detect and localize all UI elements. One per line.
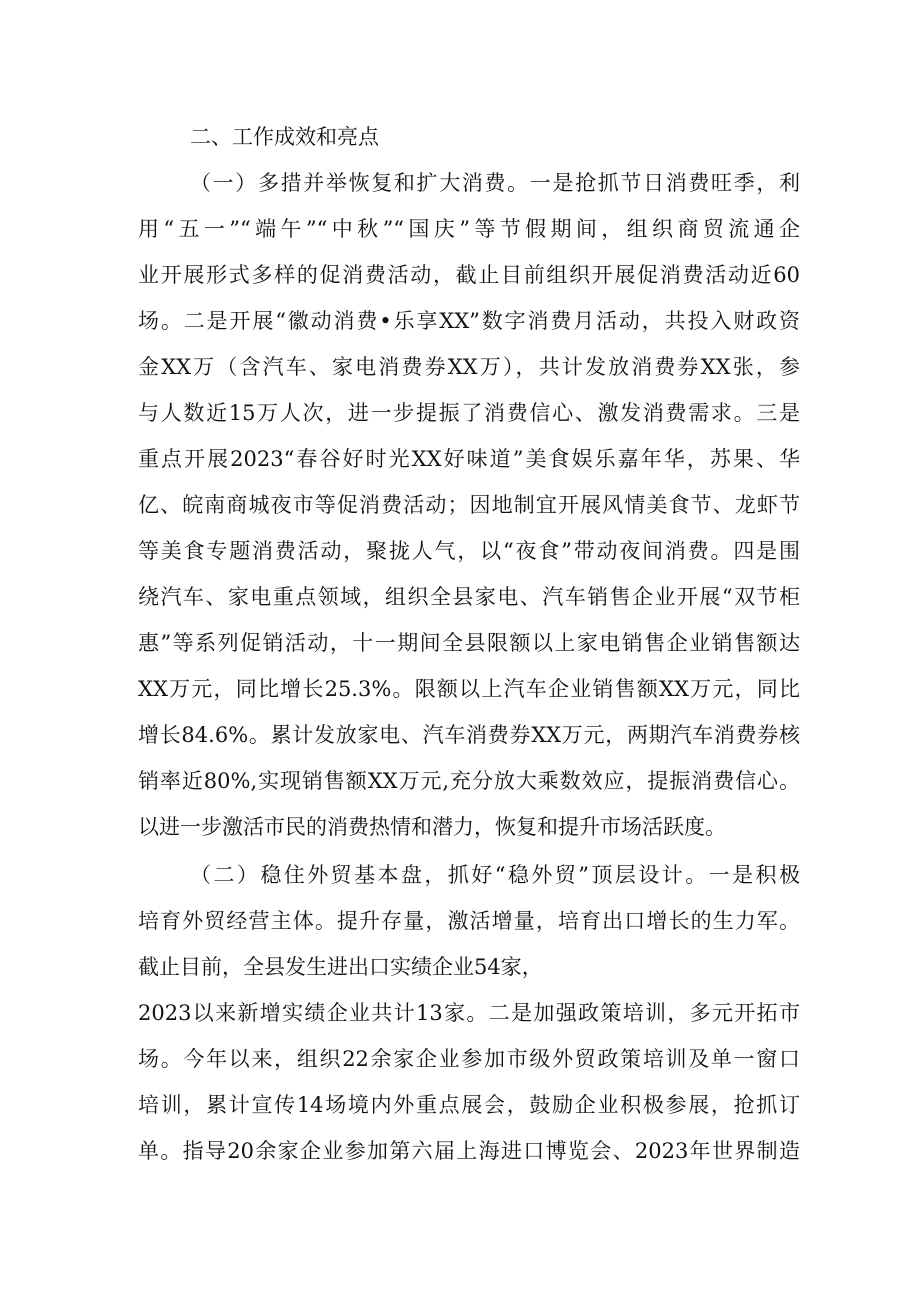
- paragraph-2-line-4: 2023以来新增实绩企业共计13家。二是加强政策培训，多元开拓市: [138, 1001, 800, 1025]
- paragraph-2-line-5: 场。今年以来，组织22余家企业参加市级外贸政策培训及单一窗口: [138, 1047, 800, 1071]
- paragraph-2-line-2: 培育外贸经营主体。提升存量，激活增量，培育出口增长的生力军。: [138, 909, 800, 933]
- paragraph-2-line-6: 培训，累计宣传14场境内外重点展会，鼓励企业积极参展，抢抓订: [138, 1093, 800, 1117]
- paragraph-1-line-10: 绕汽车、家电重点领域，组织全县家电、汽车销售企业开展“双节柜: [138, 585, 800, 609]
- paragraph-1-line-15: 以进一步激活市民的消费热情和潜力，恢复和提升市场活跃度。: [138, 815, 726, 839]
- paragraph-1-line-12: XX万元，同比增长25.3%。限额以上汽车企业销售额XX万元，同比: [138, 677, 800, 701]
- section-heading: 二、工作成效和亮点: [190, 125, 379, 149]
- paragraph-1-line-14: 销率近80%,实现销售额XX万元,充分放大乘数效应，提振消费信心。: [138, 769, 800, 793]
- paragraph-1-line-8: 亿、皖南商城夜市等促消费活动；因地制宜开展风情美食节、龙虾节: [138, 493, 800, 517]
- paragraph-2-line-1: （二）稳住外贸基本盘，抓好“稳外贸”顶层设计。一是积极: [190, 863, 800, 887]
- paragraph-1-line-1: （一）多措并举恢复和扩大消费。一是抢抓节日消费旺季，利: [190, 171, 800, 195]
- paragraph-1-line-9: 等美食专题消费活动，聚拢人气，以“夜食”带动夜间消费。四是围: [138, 539, 800, 563]
- paragraph-1-line-2: 用“五一”“端午”“中秋”“国庆”等节假期间，组织商贸流通企: [138, 217, 800, 241]
- paragraph-1-line-11: 惠”等系列促销活动，十一期间全县限额以上家电销售企业销售额达: [138, 631, 800, 655]
- paragraph-1-line-6: 与人数近15万人次，进一步提振了消费信心、激发消费需求。三是: [138, 401, 800, 425]
- paragraph-2-line-7: 单。指导20余家企业参加第六届上海进口博览会、2023年世界制造: [138, 1139, 800, 1163]
- paragraph-1-line-7: 重点开展2023“春谷好时光XX好味道”美食娱乐嘉年华，苏果、华: [138, 447, 800, 471]
- paragraph-1-line-3: 业开展形式多样的促消费活动，截止目前组织开展促消费活动近60: [138, 263, 800, 287]
- paragraph-1-line-5: 金XX万（含汽车、家电消费券XX万），共计发放消费券XX张，参: [138, 355, 800, 379]
- paragraph-1-line-13: 增长84.6%。累计发放家电、汽车消费券XX万元，两期汽车消费券核: [138, 723, 800, 747]
- paragraph-2-line-3: 截止目前，全县发生进出口实绩企业54家，: [138, 955, 543, 979]
- paragraph-1-line-4: 场。二是开展“徽动消费•乐享XX”数字消费月活动，共投入财政资: [138, 309, 800, 333]
